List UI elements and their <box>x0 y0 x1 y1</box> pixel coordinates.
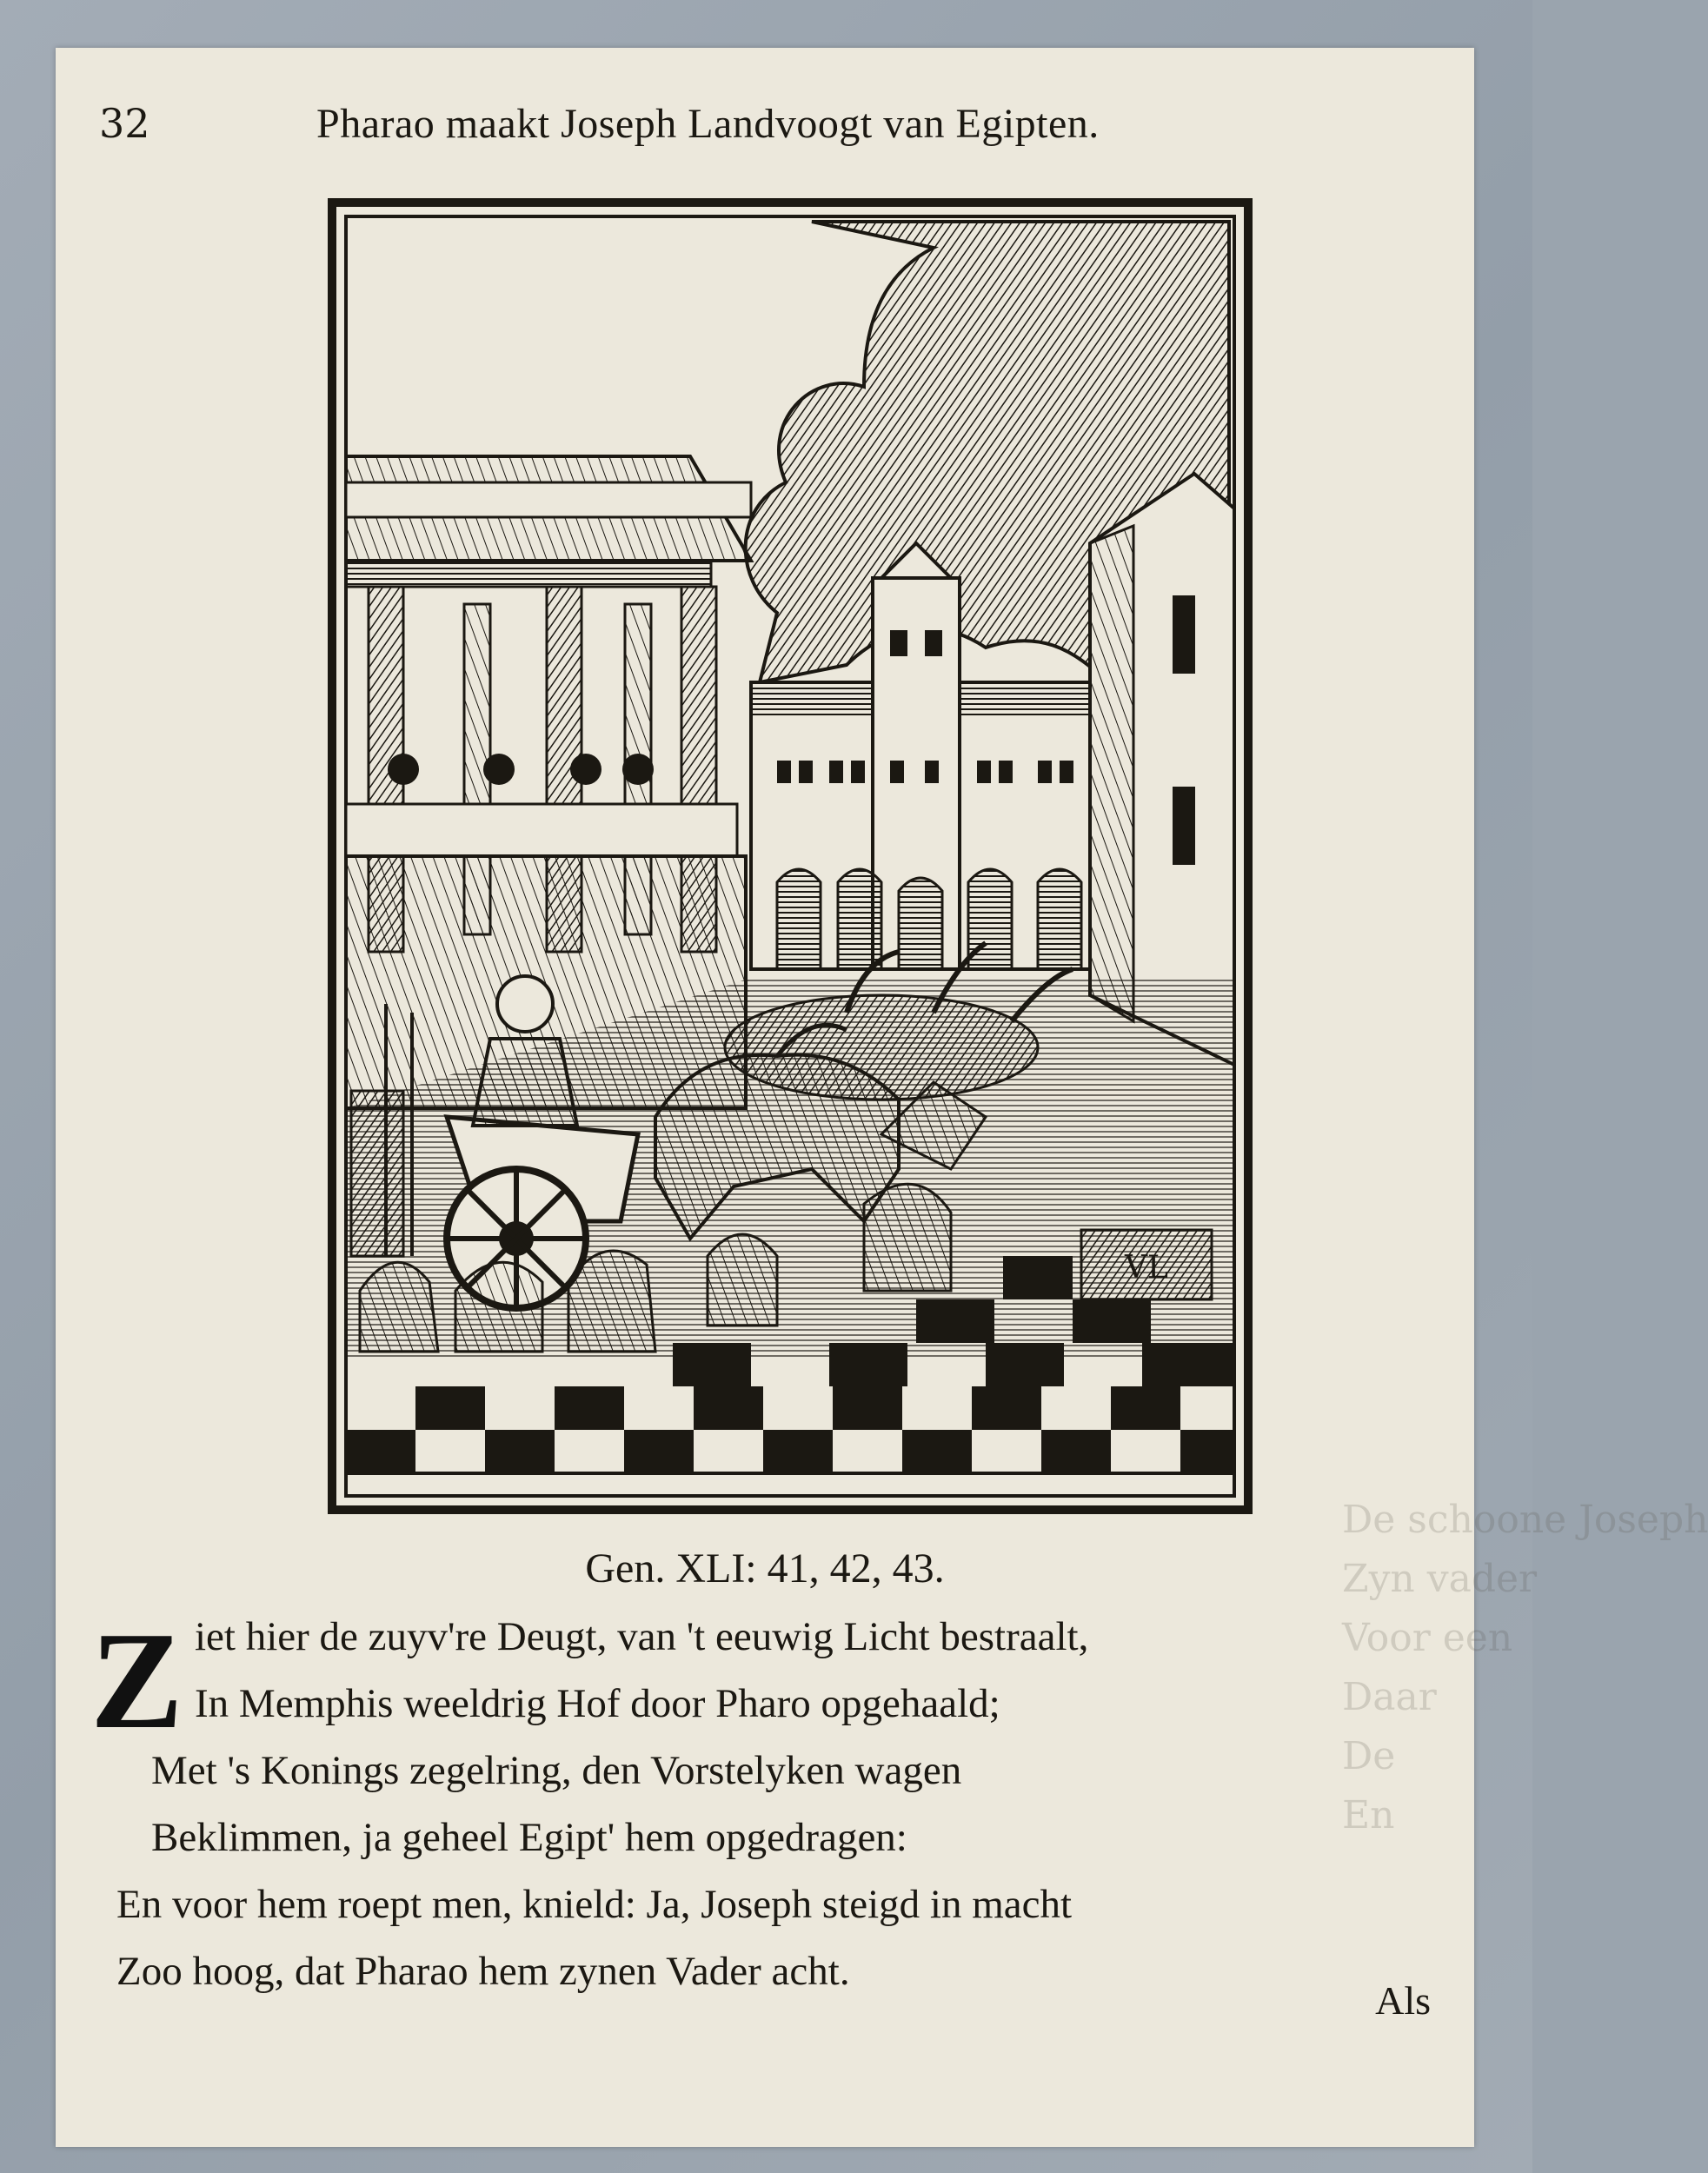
artist-monogram: VL <box>1125 1250 1168 1286</box>
verse-line: In Memphis weeldrig Hof door Pharo opgehaald; <box>195 1681 1000 1726</box>
show-through-text: De schoone Joseph Zyn vader Voor een Daar De En <box>1342 1498 1708 1837</box>
joseph-figure <box>497 976 553 1032</box>
running-head: Pharao maakt Joseph Landvoogt van Egipten. <box>316 101 1100 147</box>
verse-line: Beklimmen, ja geheel Egipt' hem opgedragen: <box>151 1815 907 1860</box>
drop-cap: Z <box>90 1603 183 1758</box>
verse-line: Met 's Konings zegelring, den Vorstelyken wagen <box>151 1748 962 1793</box>
verse-line: Zoo hoog, dat Pharao hem zynen Vader acht. <box>116 1949 850 1994</box>
book-page <box>56 48 1708 2147</box>
scripture-reference: Gen. XLI: 41, 42, 43. <box>585 1545 945 1592</box>
page-number: 32 <box>99 100 150 147</box>
catchword: Als <box>1375 1978 1431 2023</box>
verse <box>99 1604 1455 2005</box>
verse-line: En voor hem roept men, knield: Ja, Joseph steigd in macht <box>116 1882 1073 1927</box>
woodcut-illustration <box>325 196 1255 1517</box>
verse-line: iet hier de zuyv're Deugt, van 't eeuwig Licht bestraalt, <box>195 1614 1089 1659</box>
right-building <box>1090 474 1234 1065</box>
